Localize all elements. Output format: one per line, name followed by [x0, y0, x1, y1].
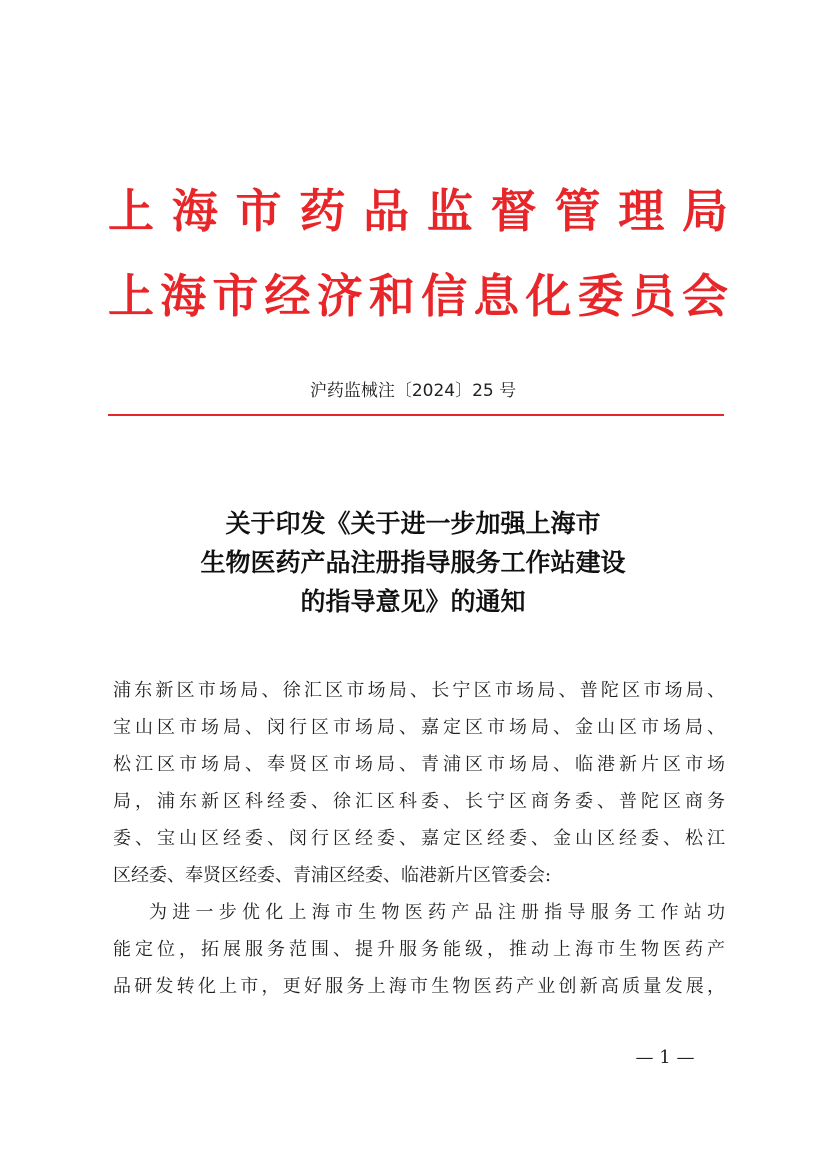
issuing-authority-1: 上海市药品监督管理局	[108, 184, 728, 238]
page-number: — 1 —	[635, 1047, 695, 1068]
paragraph-line: 能定位，拓展服务范围、提升服务能级，推动上海市生物医药产	[113, 939, 725, 960]
red-divider-line	[108, 414, 724, 416]
notice-title-line-2: 生物医药产品注册指导服务工作站建设	[200, 548, 626, 577]
paragraph-line: 品研发转化上市，更好服务上海市生物医药产业创新高质量发展，	[113, 976, 725, 997]
notice-title-line-1: 关于印发《关于进一步加强上海市	[225, 509, 601, 538]
paragraph-line: 为进一步优化上海市生物医药产品注册指导服务工作站功	[149, 902, 725, 923]
issuing-authority-2: 上海市经济和信息化委员会	[108, 269, 728, 323]
recipients-line: 宝山区市场局、闵行区市场局、嘉定区市场局、金山区市场局、	[113, 717, 725, 738]
document-body	[113, 672, 725, 1005]
notice-title	[0, 504, 826, 621]
body-paragraph	[113, 894, 725, 1005]
document-number: 沪药监械注〔2024〕25 号	[309, 381, 517, 401]
recipients-line: 委、宝山区经委、闵行区经委、嘉定区经委、金山区经委、松江	[113, 828, 725, 849]
recipients-line: 局，浦东新区科经委、徐汇区科委、长宁区商务委、普陀区商务	[113, 791, 725, 812]
notice-title-line-3: 的指导意见》的通知	[300, 587, 526, 616]
recipients-line: 区经委、奉贤区经委、青浦区经委、临港新片区管委会:	[113, 865, 552, 886]
recipients-line: 浦东新区市场局、徐汇区市场局、长宁区市场局、普陀区市场局、	[113, 680, 725, 701]
recipients-line: 松江区市场局、奉贤区市场局、青浦区市场局、临港新片区市场	[113, 754, 725, 775]
recipients-list	[113, 672, 725, 894]
